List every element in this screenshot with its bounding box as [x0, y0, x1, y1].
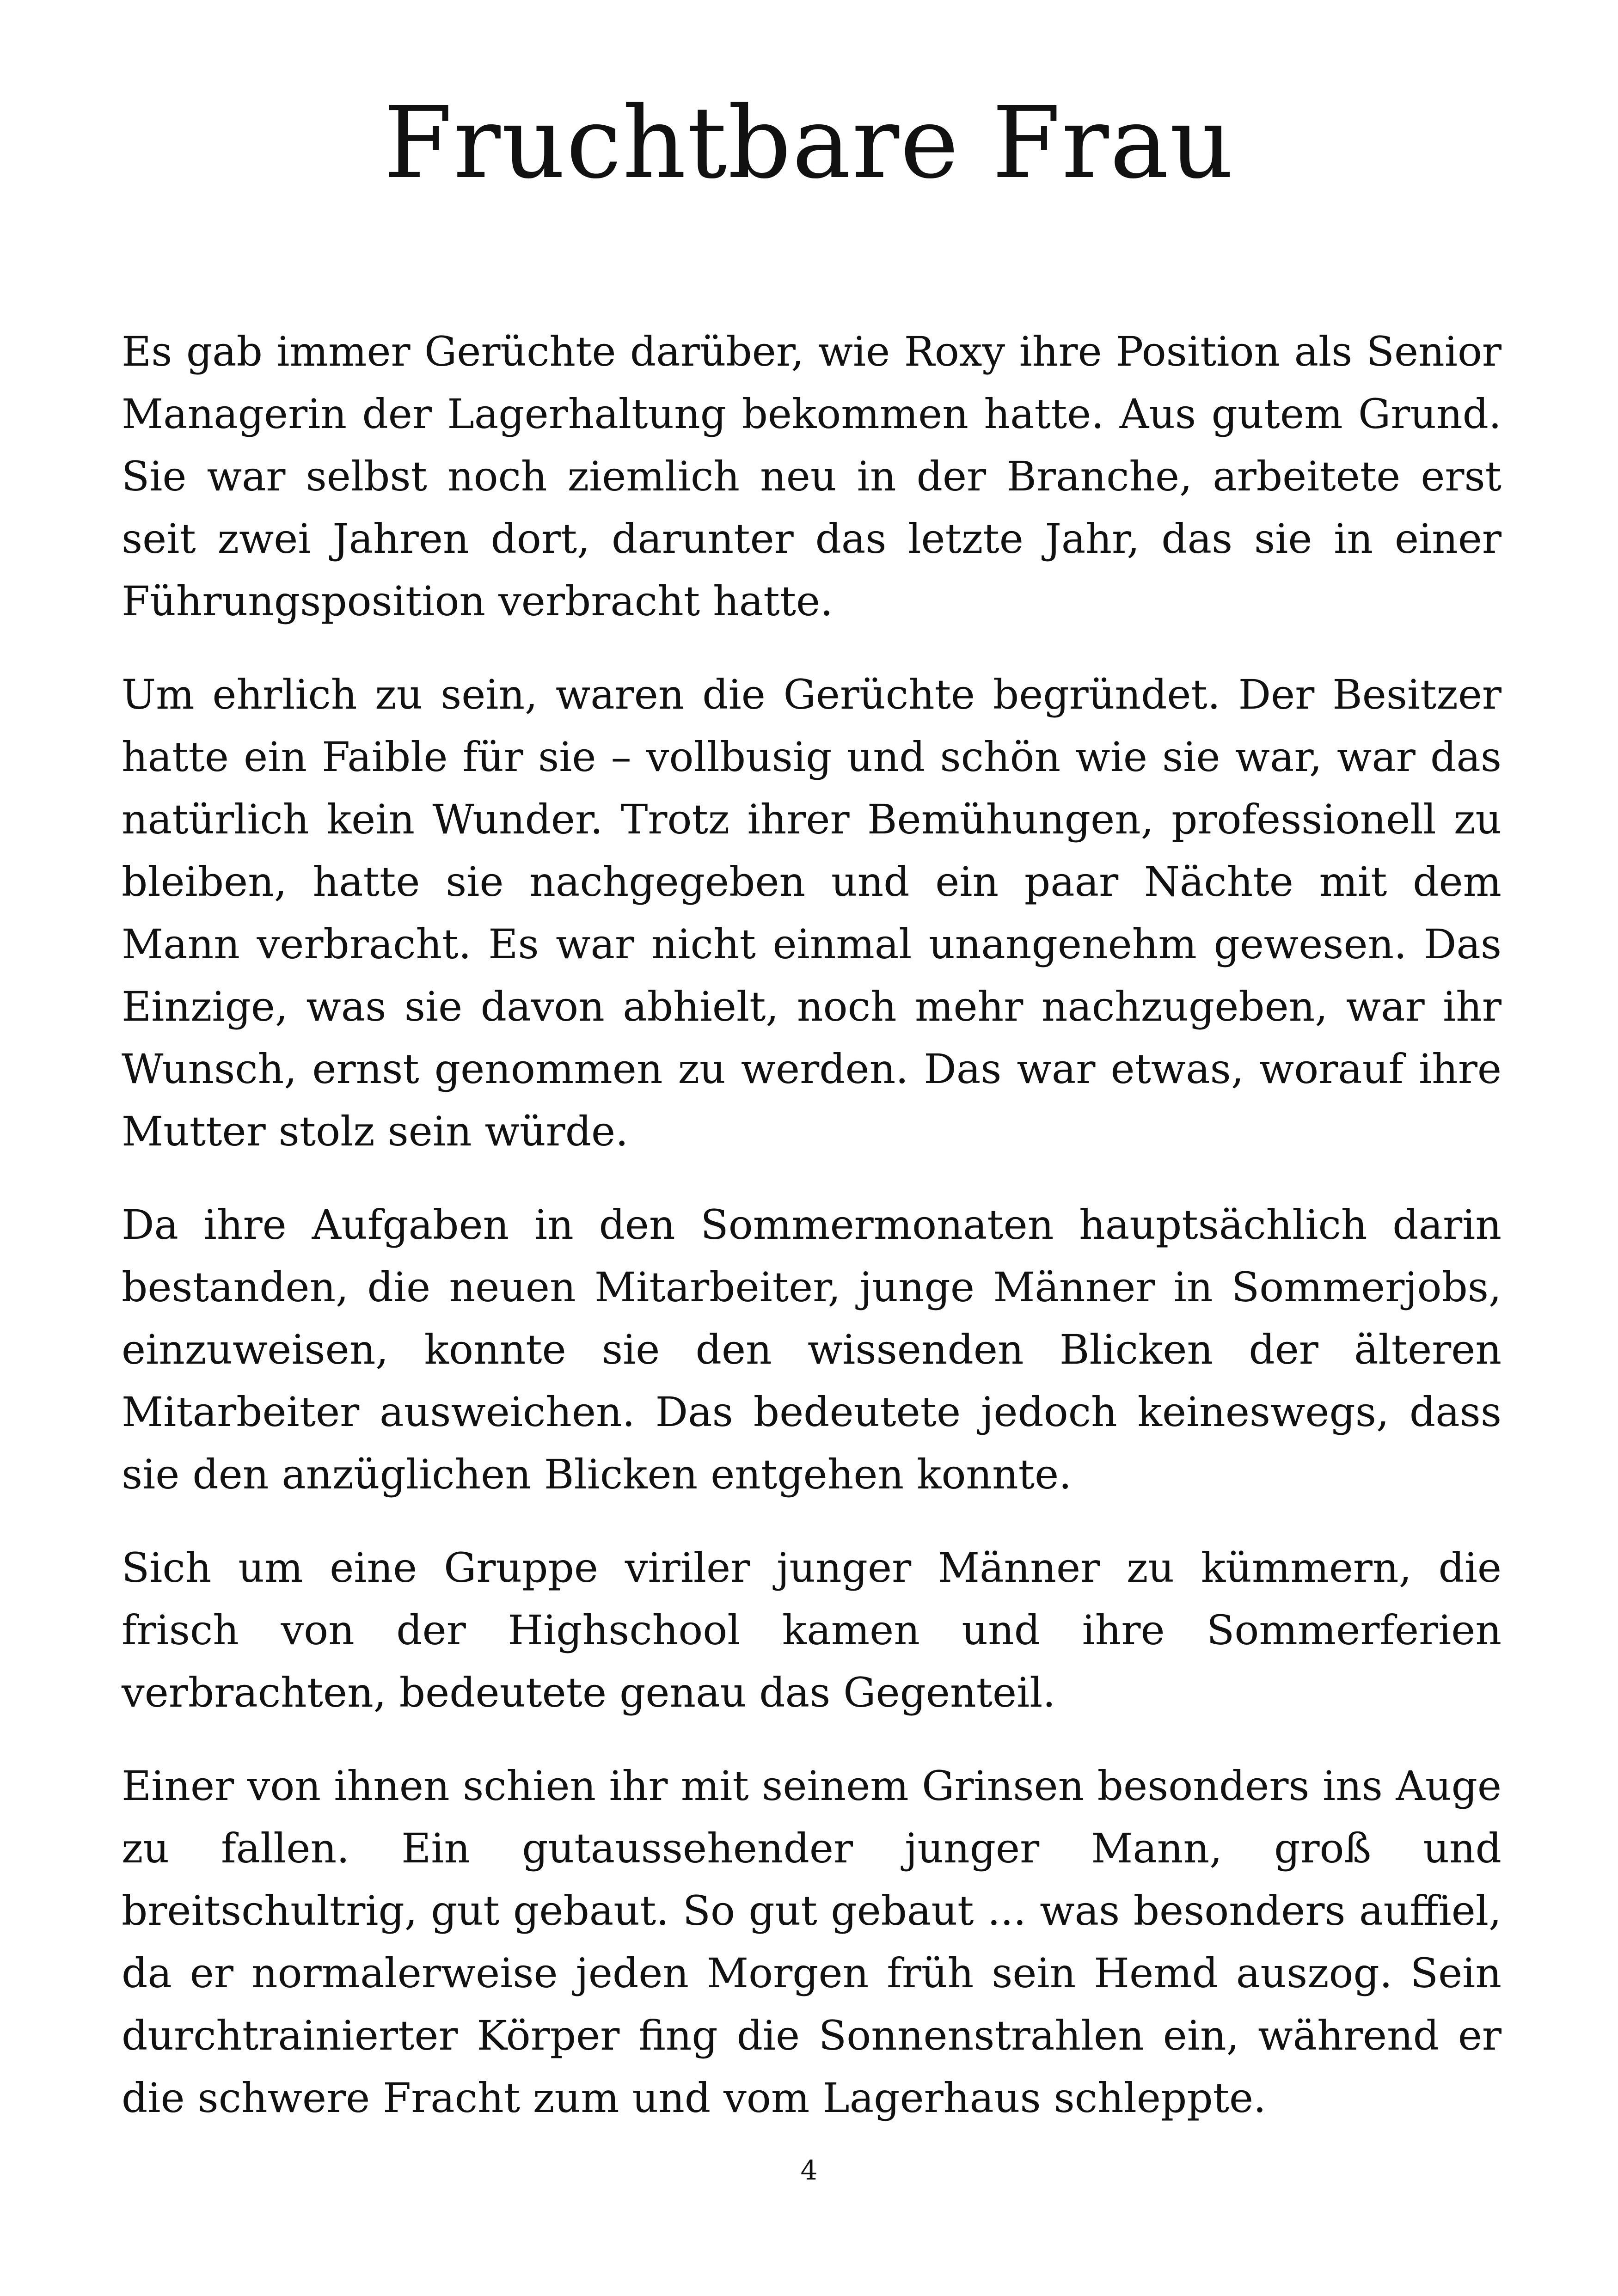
- paragraph-2: Um ehrlich zu sein, waren die Gerüchte begründet. Der Besitzer hatte ein Faible für sie – vollbusig und schön wie sie war, war das natürlich kein Wunder. Trotz ihrer Bemühungen, professionell zu bleiben, hatte sie nachgegeben und ein paar Nächte mit dem Mann verbracht. Es war nicht einmal unangenehm gewesen. Das Einzige, was sie davon abhielt, noch mehr nachzugeben, war ihr Wunsch, ernst genommen zu werden. Das war etwas, worauf ihre Mutter stolz sein würde.: [122, 671, 1502, 1155]
- paragraph-1: Es gab immer Gerüchte darüber, wie Roxy ihre Position als Senior Managerin der Lagerhaltung bekommen hatte. Aus gutem Grund. Sie war selbst noch ziemlich neu in der Branche, arbeitete erst seit zwei Jahren dort, darunter das letzte Jahr, das sie in einer Führungsposition verbracht hatte.: [122, 328, 1502, 625]
- page-number: 4: [800, 2155, 818, 2186]
- body-text: [122, 320, 1502, 2160]
- paragraph-4: Sich um eine Gruppe viriler junger Männer zu kümmern, die frisch von der Highschool kamen und ihre Sommerferien verbrachten, bedeutete genau das Gegenteil.: [122, 1544, 1502, 1716]
- page-title: Fruchtbare Frau: [383, 86, 1234, 201]
- paragraph-3: Da ihre Aufgaben in den Sommermonaten hauptsächlich darin bestanden, die neuen Mitarbeiter, junge Männer in Sommerjobs, einzuweisen, konnte sie den wissenden Blicken der älteren Mitarbeiter ausweichen. Das bedeutete jedoch keineswegs, dass sie den anzüglichen Blicken entgehen konnte.: [122, 1201, 1502, 1498]
- paragraph-5: Einer von ihnen schien ihr mit seinem Grinsen besonders ins Auge zu fallen. Ein gutaussehender junger Mann, groß und breitschultrig, gut gebaut. So gut gebaut ... was besonders auffiel, da er normalerweise jeden Morgen früh sein Hemd auszog. Sein durchtrainierter Körper fing die Sonnenstrahlen ein, während er die schwere Fracht zum und vom Lagerhaus schleppte.: [122, 1762, 1502, 2122]
